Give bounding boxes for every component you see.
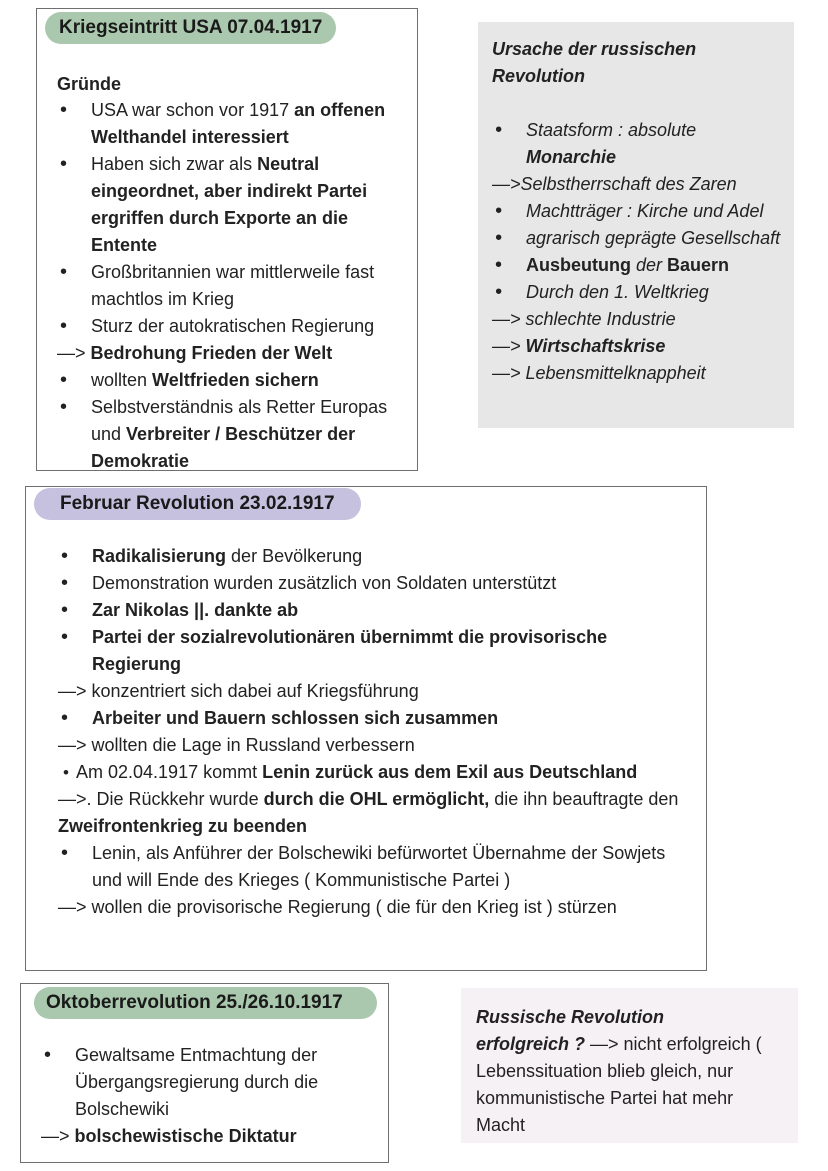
arrow-line: —> bolschewistische Diktatur <box>41 1126 297 1146</box>
list-item: • Radikalisierung der Bevölkerung <box>58 543 698 570</box>
february-title-pill: Februar Revolution 23.02.1917 <box>34 488 361 520</box>
arrow-line: —> Lebensmittelknappheit <box>492 363 706 383</box>
russian-cause-list <box>492 117 792 387</box>
list-item: • Partei der sozialrevolutionären übernimmt die provisorische Regierung <box>58 624 698 678</box>
october-revolution-box <box>20 983 389 1163</box>
list-item: • Arbeiter und Bauern schlossen sich zusammen <box>58 705 698 732</box>
arrow-line: —> Wirtschaftskrise <box>492 336 666 356</box>
october-title-pill: Oktoberrevolution 25./26.10.1917 <box>34 987 377 1019</box>
list-item: • USA war schon vor 1917 an offenen Welthandel interessiert <box>57 97 409 151</box>
list-item: • Sturz der autokratischen Regierung <box>57 313 409 340</box>
list-item: • Durch den 1. Weltkrieg <box>492 279 792 306</box>
success-answer: —> nicht erfolgreich ( Lebenssituation blieb gleich, nur kommunistische Partei hat mehr Macht <box>476 1034 762 1135</box>
revolution-success-box <box>461 988 798 1143</box>
list-item: • Selbstverständnis als Retter Europas und Verbreiter / Beschützer der Demokratie <box>57 394 409 475</box>
usa-reasons-list <box>57 97 409 475</box>
october-list <box>41 1042 371 1150</box>
list-item: • Zar Nikolas ||. dankte ab <box>58 597 698 624</box>
arrow-line: —> schlechte Industrie <box>492 309 676 329</box>
success-question: erfolgreich ? <box>476 1034 586 1054</box>
list-item: • Machtträger : Kirche und Adel <box>492 198 792 225</box>
list-item: • Haben sich zwar als Neutral eingeordnet, aber indirekt Partei ergriffen durch Exporte an die Entente <box>57 151 409 259</box>
list-item: • Ausbeutung der Bauern <box>492 252 792 279</box>
february-revolution-box <box>25 486 707 971</box>
usa-title-pill: Kriegseintritt USA 07.04.1917 <box>45 12 336 44</box>
list-item: • agrarisch geprägte Gesellschaft <box>492 225 792 252</box>
list-item: • Am 02.04.1917 kommt Lenin zurück aus dem Exil aus Deutschland <box>58 759 698 786</box>
usa-entry-box <box>36 8 418 471</box>
february-list <box>58 543 698 921</box>
list-item: • Staatsform : absolute Monarchie <box>492 117 792 171</box>
revolution-success-text <box>476 1004 786 1139</box>
russian-cause-box <box>478 22 794 428</box>
list-item: • Großbritannien war mittlerweile fast machtlos im Krieg <box>57 259 409 313</box>
arrow-line: —> Bedrohung Frieden der Welt <box>57 343 333 363</box>
arrow-line: —>. Die Rückkehr wurde durch die OHL ermöglicht, die ihn beauftragte den Zweifrontenkrieg zu beenden <box>58 789 679 836</box>
usa-reasons-heading: Gründe <box>57 74 122 94</box>
russian-cause-title: Ursache der russischen Revolution <box>492 39 697 86</box>
arrow-line: —> konzentriert sich dabei auf Kriegsführung <box>58 681 419 701</box>
success-question-title: Russische Revolution <box>476 1007 665 1027</box>
list-item: • Lenin, als Anführer der Bolschewiki befürwortet Übernahme der Sowjets und will Ende des Krieges ( Kommunistische Partei ) <box>58 840 698 894</box>
arrow-line: —> wollen die provisorische Regierung ( die für den Krieg ist ) stürzen <box>58 897 617 917</box>
list-item: • Gewaltsame Entmachtung der Übergangsregierung durch die Bolschewiki <box>41 1042 371 1123</box>
arrow-line: —>Selbstherrschaft des Zaren <box>492 174 737 194</box>
arrow-line: —> wollten die Lage in Russland verbessern <box>58 735 415 755</box>
list-item: • Demonstration wurden zusätzlich von Soldaten unterstützt <box>58 570 698 597</box>
list-item: • wollten Weltfrieden sichern <box>57 367 409 394</box>
